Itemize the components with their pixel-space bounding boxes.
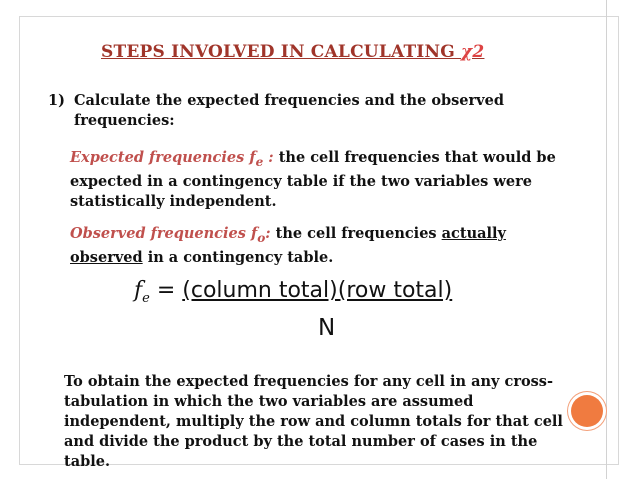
expected-frequency-formula bbox=[134, 278, 453, 306]
formula-equals: = bbox=[149, 278, 183, 303]
chi-square-symbol: χ2 bbox=[461, 42, 485, 62]
observed-term: Observed frequencies $f_o$: bbox=[70, 225, 271, 245]
step-number: 1) bbox=[48, 92, 65, 109]
expected-term: Expected frequencies $f_e$ : bbox=[70, 149, 279, 169]
expected-definition-text: the cell frequencies that would be expected in a contingency table if the two variables were statistically independent. bbox=[70, 149, 556, 210]
observed-frequencies-definition bbox=[70, 224, 570, 268]
formula-lhs-subscript: e bbox=[142, 291, 150, 306]
slide-title bbox=[101, 42, 484, 62]
step-text: Calculate the expected frequencies and the observed frequencies: bbox=[74, 92, 504, 129]
formula-denominator: N bbox=[318, 315, 336, 341]
formula-numerator: (column total)(row total) bbox=[182, 278, 453, 303]
expected-frequency-note: To obtain the expected frequencies for any cell in any cross-tabulation in which the two variables are assumed independent, multiply the row and column totals for that cell and divide the product by the total number of cases in the table. bbox=[64, 373, 563, 470]
vertical-rule bbox=[606, 0, 607, 479]
title-text: STEPS INVOLVED IN CALCULATING bbox=[101, 42, 462, 62]
observed-definition-text: the cell frequencies actually observed in a contingency table. bbox=[70, 225, 506, 266]
formula-lhs: f bbox=[134, 278, 143, 303]
expected-frequencies-definition bbox=[70, 148, 570, 212]
